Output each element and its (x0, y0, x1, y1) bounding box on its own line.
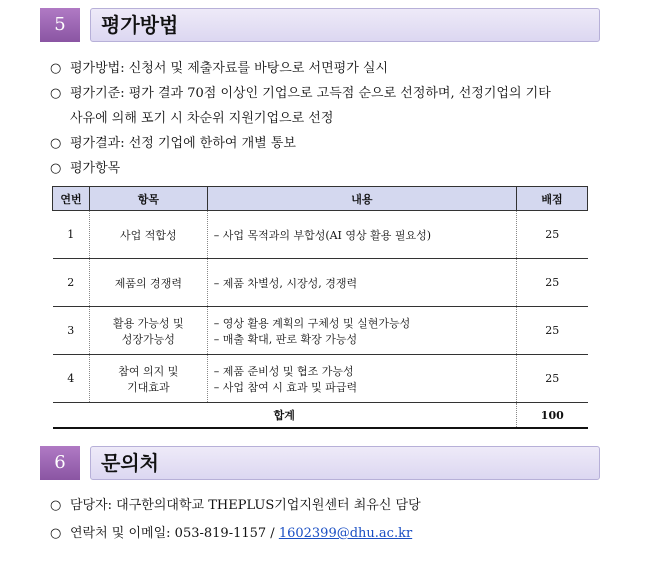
total-score: 100 (517, 403, 588, 429)
bullet-line: ○ 평가기준: 평가 결과 70점 이상인 기업으로 고득점 순으로 선정하며, 선정기업의 기타 (50, 86, 551, 101)
cell-score: 25 (517, 211, 588, 259)
bullet-line: ○ 평가결과: 선정 기업에 한하여 개별 통보 (50, 136, 296, 151)
table-row (53, 307, 588, 355)
cell-no: 1 (53, 211, 90, 259)
bullet-line: ○ 평가항목 (50, 161, 121, 176)
cell-content: – 제품 준비성 및 협조 가능성 – 사업 참여 시 효과 및 파급력 (207, 355, 516, 403)
cell-item: 사업 적합성 (89, 211, 207, 259)
section-number: 6 (40, 446, 80, 480)
section-title: 문의처 (90, 446, 600, 480)
cell-content: – 영상 활용 계획의 구체성 및 실현가능성 – 매출 확대, 판로 확장 가능성 (207, 307, 516, 355)
table-row (53, 355, 588, 403)
table-row (53, 259, 588, 307)
cell-item: 참여 의지 및 기대효과 (89, 355, 207, 403)
table-header-row (53, 187, 588, 211)
cell-no: 3 (53, 307, 90, 355)
circle-bullet-icon: ○ (50, 86, 62, 101)
table-total-row (53, 403, 588, 429)
cell-content: – 제품 차별성, 시장성, 경쟁력 (207, 259, 516, 307)
cell-no: 2 (53, 259, 90, 307)
circle-bullet-icon: ○ (50, 136, 62, 151)
circle-bullet-icon: ○ (50, 526, 62, 541)
section-6-header (40, 446, 600, 480)
email-link[interactable]: 1602399@dhu.ac.kr (278, 526, 413, 541)
cell-content: – 사업 목적과의 부합성(AI 영상 활용 필요성) (207, 211, 516, 259)
continuation-line: 사유에 의해 포기 시 차순위 지원기업으로 선정 (70, 111, 334, 126)
contact-line: ○ 담당자: 대구한의대학교 THEPLUS기업지원센터 최유신 담당 (50, 498, 421, 513)
col-header-no: 연번 (53, 187, 90, 211)
cell-score: 25 (517, 259, 588, 307)
col-header-item: 항목 (89, 187, 207, 211)
circle-bullet-icon: ○ (50, 498, 62, 513)
bullet-line: ○ 평가방법: 신청서 및 제출자료를 바탕으로 서면평가 실시 (50, 61, 389, 76)
table-row (53, 211, 588, 259)
section-title: 평가방법 (90, 8, 600, 42)
section-5-header (40, 8, 600, 42)
cell-score: 25 (517, 355, 588, 403)
cell-no: 4 (53, 355, 90, 403)
phone-email-line: ○ 연락처 및 이메일: 053-819-1157 / 1602399@dhu.ac.kr (50, 526, 413, 541)
col-header-content: 내용 (207, 187, 516, 211)
evaluation-table (52, 186, 588, 429)
circle-bullet-icon: ○ (50, 61, 62, 76)
cell-item: 제품의 경쟁력 (89, 259, 207, 307)
col-header-score: 배점 (517, 187, 588, 211)
circle-bullet-icon: ○ (50, 161, 62, 176)
cell-score: 25 (517, 307, 588, 355)
total-label: 합계 (53, 403, 517, 429)
section-number: 5 (40, 8, 80, 42)
cell-item: 활용 가능성 및 성장가능성 (89, 307, 207, 355)
